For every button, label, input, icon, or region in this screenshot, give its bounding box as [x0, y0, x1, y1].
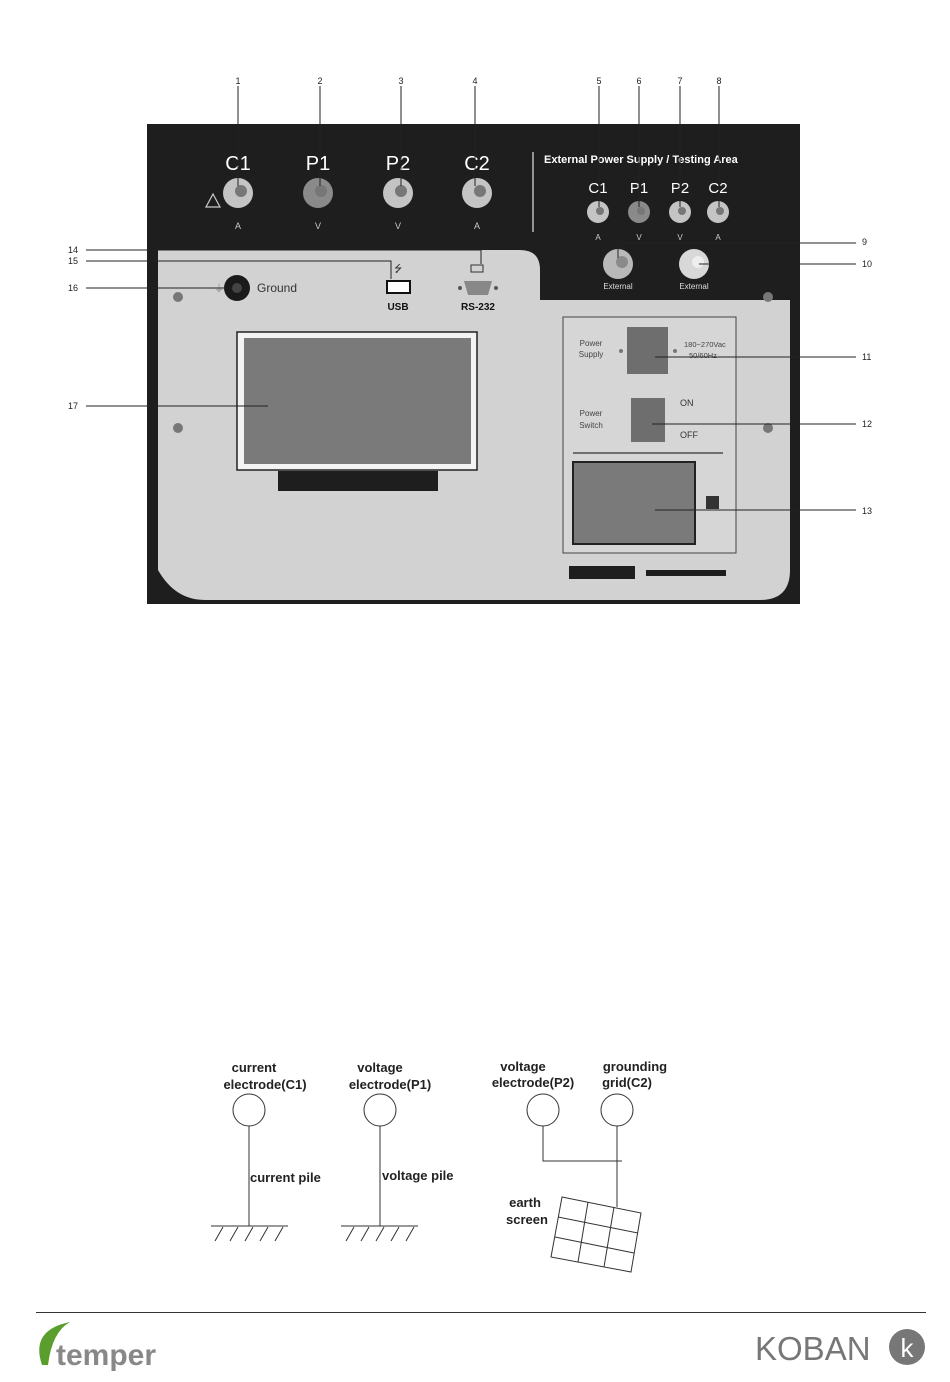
- main-terminal-label: C1: [225, 153, 251, 175]
- callout-number: 3: [398, 76, 404, 86]
- screw: [173, 292, 183, 302]
- screw: [173, 423, 183, 433]
- ground-icon: ⏚: [214, 284, 224, 295]
- c2-label-1: grounding: [602, 1059, 668, 1074]
- usb-icon: ⭍: [394, 264, 403, 275]
- external-terminal-symbol: A: [715, 233, 721, 242]
- printer-icon: [706, 496, 719, 509]
- p2-label-1: voltage: [500, 1059, 546, 1074]
- callout-number: 6: [636, 76, 642, 86]
- external-terminal-label: C2: [708, 180, 728, 197]
- external-label-1: External: [603, 282, 633, 291]
- main-terminal-label: C2: [464, 153, 490, 175]
- temper-brand: temper: [56, 1339, 157, 1372]
- callout-number: 5: [596, 76, 602, 86]
- earth-screen-label-1: earth: [509, 1195, 541, 1210]
- callout-number: 4: [472, 76, 478, 86]
- external-terminal-label: C1: [588, 180, 608, 197]
- wiring-diagram: [211, 1059, 667, 1272]
- external-terminal-label: P1: [629, 180, 649, 197]
- callout-number: 2: [317, 76, 323, 86]
- current-pile-label: current pile: [250, 1170, 321, 1185]
- svg-text:k: k: [900, 1333, 914, 1363]
- screw: [763, 292, 773, 302]
- power-rating-2: 50/60Hz: [689, 351, 717, 360]
- external-terminal-label: P2: [670, 180, 690, 197]
- usb-port[interactable]: [387, 281, 410, 293]
- power-supply-socket[interactable]: [627, 327, 668, 374]
- callout-number: 14: [68, 245, 79, 255]
- main-terminal-symbol: A: [234, 221, 242, 231]
- instrument-panel: [147, 124, 800, 604]
- voltage-pile-label: voltage pile: [382, 1168, 454, 1183]
- external-label-2: External: [679, 282, 709, 291]
- koban-brand: KOBAN: [755, 1330, 871, 1367]
- paper-slot: [569, 566, 635, 579]
- external-terminal-symbol: V: [677, 233, 683, 242]
- callout-number: 7: [677, 76, 683, 86]
- callout-number: 17: [68, 401, 79, 411]
- callout-number: 15: [68, 256, 79, 266]
- main-terminal-symbol: A: [473, 221, 481, 231]
- c2-label-2: grid(C2): [602, 1075, 652, 1090]
- power-supply-label-2: Supply: [578, 350, 604, 359]
- switch-on-label: ON: [680, 398, 694, 408]
- external-area-title: External Power Supply / Testing Area: [544, 154, 738, 166]
- power-rating-1: 180~270Vac: [684, 340, 726, 349]
- p2-label-2: electrode(P2): [491, 1075, 575, 1090]
- callout-number: 13: [862, 506, 873, 516]
- power-supply-label-1: Power: [579, 339, 603, 348]
- c2-electrode: [601, 1094, 633, 1126]
- callout-number: 10: [862, 259, 873, 269]
- main-terminal-label: P2: [385, 153, 411, 175]
- power-switch[interactable]: [631, 398, 665, 442]
- callout-number: 12: [862, 419, 873, 429]
- main-terminal-label: P1: [305, 153, 331, 175]
- lcd-display: [244, 338, 471, 464]
- keypad-strip[interactable]: [278, 471, 438, 491]
- earth-screen-label-2: screen: [506, 1212, 548, 1227]
- external-terminal-symbol: A: [595, 233, 601, 242]
- ground-label: Ground: [257, 281, 298, 295]
- power-switch-label-1: Power: [579, 409, 603, 418]
- switch-off-label: OFF: [680, 430, 698, 440]
- rs232-port[interactable]: [464, 281, 492, 295]
- callout-number: 9: [862, 237, 868, 247]
- p1-label-2: electrode(P1): [348, 1077, 432, 1092]
- external-terminal-symbol: V: [636, 233, 642, 242]
- callout-number: 16: [68, 283, 79, 293]
- main-terminal-symbol: V: [314, 221, 322, 231]
- p1-label-1: voltage: [357, 1060, 403, 1075]
- earth-screen-grid: [551, 1197, 641, 1272]
- usb-label: USB: [387, 302, 409, 313]
- power-switch-label-2: Switch: [579, 421, 603, 430]
- footer: [39, 1322, 925, 1372]
- callout-number: 8: [716, 76, 722, 86]
- footer-rule: [36, 1312, 926, 1313]
- c1-label-2: electrode(C1): [223, 1077, 307, 1092]
- c1-label-1: current: [231, 1060, 277, 1075]
- callout-number: 11: [862, 352, 872, 362]
- printer[interactable]: [573, 462, 695, 544]
- rs232-label: RS-232: [461, 302, 495, 313]
- callout-number: 1: [235, 76, 241, 86]
- c1-electrode: [233, 1094, 265, 1126]
- p2-electrode: [527, 1094, 559, 1126]
- main-terminal-symbol: V: [394, 221, 402, 231]
- p1-electrode: [364, 1094, 396, 1126]
